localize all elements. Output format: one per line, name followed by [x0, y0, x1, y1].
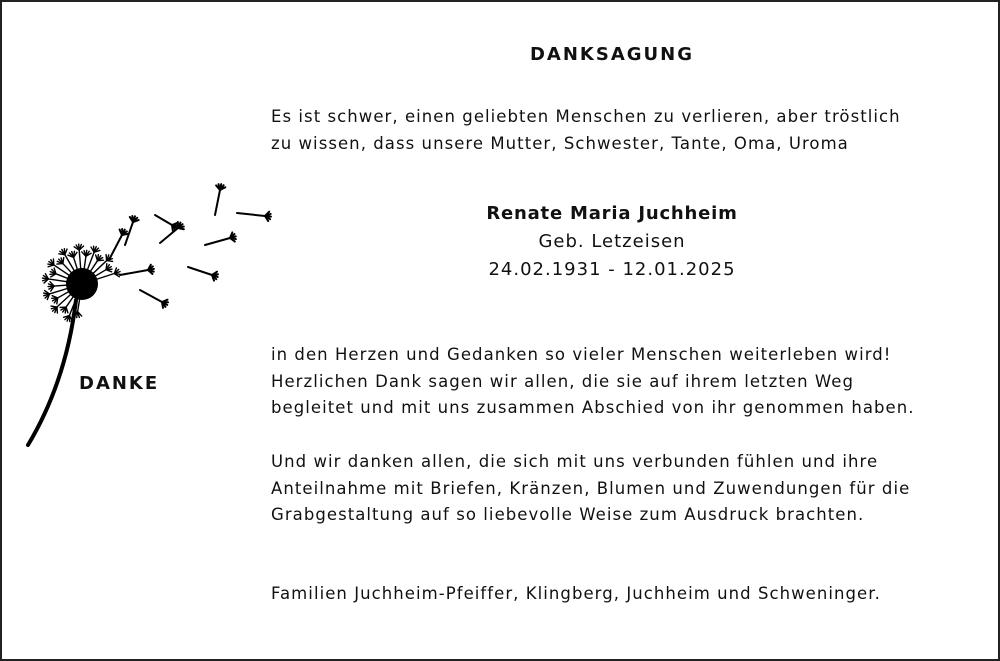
text-line: Und wir danken allen, die sich mit uns verbunden fühlen und ihre — [271, 452, 879, 471]
danke-label: DANKE — [79, 373, 160, 394]
intro-text — [271, 104, 901, 157]
paragraph-2 — [271, 449, 910, 529]
text-line: begleitet und mit uns zusammen Abschied von ihr genommen haben. — [271, 398, 915, 417]
text-line: Herzlichen Dank sagen wir allen, die sie auf ihrem letzten Weg — [271, 371, 854, 391]
text-line: Grabgestaltung auf so liebevolle Weise zum Ausdruck brachten. — [271, 505, 865, 524]
deceased-name: Renate Maria Juchheim — [486, 203, 738, 224]
signature: Familien Juchheim-Pfeiffer, Klingberg, Juchheim und Schweninger. — [271, 584, 881, 603]
page-title: DANKSAGUNG — [529, 44, 694, 65]
text-line: zu wissen, dass unsere Mutter, Schwester, Tante, Oma, Uroma — [271, 133, 849, 153]
paragraph-1 — [271, 342, 915, 422]
text-line: Anteilnahme mit Briefen, Kränzen, Blumen und Zuwendungen für die — [271, 478, 911, 498]
life-dates: 24.02.1931 - 12.01.2025 — [488, 259, 736, 280]
deceased-block — [271, 200, 953, 284]
text-line: in den Herzen und Gedanken so vieler Menschen weiterleben wird! — [271, 345, 892, 364]
text-line: Es ist schwer, einen geliebten Menschen zu verlieren, aber tröstlich — [271, 107, 901, 126]
birth-name: Geb. Letzeisen — [538, 231, 686, 252]
